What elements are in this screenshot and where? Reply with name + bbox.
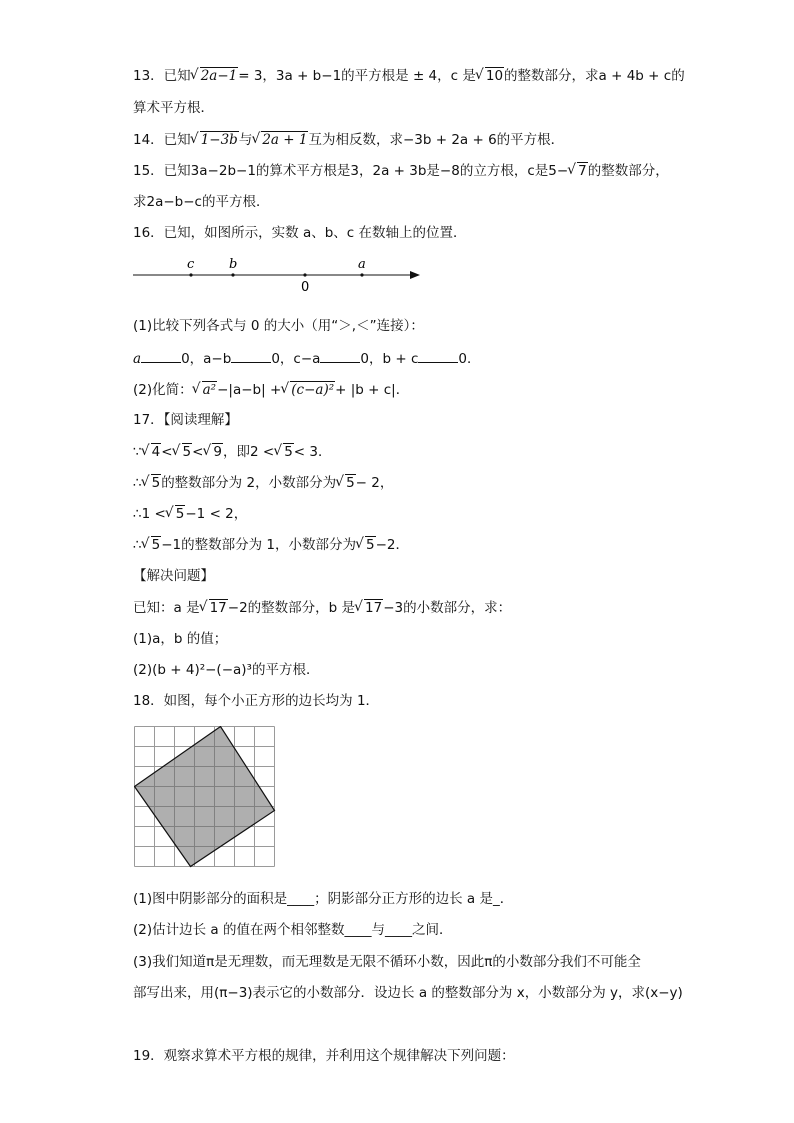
q17-solve-heading: 【解决问题】	[133, 568, 214, 584]
sqrt-5	[174, 443, 193, 461]
sub2-radicand-1: a²	[202, 382, 217, 398]
blank-1[interactable]	[141, 349, 181, 363]
q17-l2-r1: 5	[151, 475, 161, 491]
blank-4[interactable]	[418, 349, 458, 363]
q18-sub3-line2: 部写出来，用(π−3)表示它的小数部分．设边长 a 的整数部分为 x，小数部分为 y，求(x−y)	[133, 985, 683, 1001]
q18-sub1: (1)图中阴影部分的面积是____；阴影部分正方形的边长 a 是_．	[133, 891, 514, 907]
sqrt-a-squared	[194, 381, 217, 399]
cmp-item-c-a: 0，c−a	[271, 351, 321, 367]
q16-stem: 16．已知，如图所示，实数 a、b、c 在数轴上的位置．	[133, 225, 467, 241]
sqrt-5	[337, 474, 356, 492]
sqrt-7	[569, 162, 588, 180]
q13-text-b: = 3，3a + b−1的平方根是 ± 4，c 是	[238, 68, 476, 84]
q17-l2-a: ∴	[133, 475, 142, 491]
q18-stem: 18．如图，每个小正方形的边长均为 1．	[133, 693, 380, 709]
q17-l1-r1: 4	[151, 444, 161, 460]
sqrt-5	[167, 505, 186, 523]
q17-l4-r2: 5	[365, 537, 375, 553]
q17-l4-c: −2．	[375, 537, 409, 553]
q17-l5-r2: 17	[365, 600, 383, 616]
sqrt-5	[143, 536, 162, 554]
cmp-item-a-b: 0，a−b	[181, 351, 232, 367]
q17-l1-r4: 5	[284, 444, 293, 460]
q13-text-a: 13．已知	[133, 68, 191, 84]
point-zero-dot	[303, 273, 306, 276]
q17-sub2: (2)(b + 4)²−(−a)³的平方根．	[133, 662, 320, 678]
q17-l1-d: ，即2 <	[223, 444, 275, 460]
q17-line5	[133, 599, 511, 617]
q16-sub2	[133, 381, 409, 399]
cmp-item-end: 0．	[458, 351, 481, 367]
q15-text-a: 15．已知3a−2b−1的算术平方根是3，2a + 3b是−8的立方根，c是5−	[133, 163, 569, 179]
q17-sub1: (1)a，b 的值；	[133, 631, 228, 647]
sqrt-4	[143, 443, 162, 461]
label-a: a	[358, 257, 366, 272]
q18-sub3-line1: (3)我们知道π是无理数，而无理数是无限不循环小数，因此π的小数部分我们不可能全	[133, 954, 641, 970]
q17-l1-e: < 3．	[293, 444, 332, 460]
q14-radicand-2: 2a + 1	[262, 132, 308, 148]
q19-stem: 19．观察求算术平方根的规律，并利用这个规律解决下列问题：	[133, 1048, 515, 1064]
point-b-dot	[231, 273, 234, 276]
q13-radicand-2: 10	[485, 68, 504, 84]
sqrt-9	[204, 443, 223, 461]
sub2-text-c: + |b + c|．	[335, 382, 410, 398]
number-line-figure	[128, 254, 428, 298]
q15-text-b: 的整数部分，	[587, 163, 669, 179]
sqrt-c-a-squared	[282, 381, 335, 399]
q13-text-c: 的整数部分，求a + 4b + c的	[504, 68, 685, 84]
q17-title: 17．【阅读理解】	[133, 412, 238, 428]
sqrt-5	[357, 536, 376, 554]
cmp-item-a: a	[133, 351, 142, 367]
label-b: b	[229, 257, 238, 272]
q17-l4-a: ∴	[133, 537, 142, 553]
sqrt-10	[477, 67, 504, 85]
q17-l1-r2: 5	[182, 444, 192, 460]
sqrt-2a-1	[192, 67, 239, 85]
q17-line3	[133, 505, 247, 523]
q17-l2-r2: 5	[346, 475, 355, 491]
q17-l5-b: −2的整数部分，b 是	[227, 600, 356, 616]
q17-l5-a: 已知：a 是	[133, 600, 200, 616]
q17-l3-r1: 5	[175, 506, 185, 522]
q17-l4-r1: 5	[151, 537, 161, 553]
q17-l3-a: ∴1 <	[133, 506, 166, 522]
q14-radicand-1: 1−3b	[200, 132, 238, 148]
q17-l3-b: −1 < 2，	[185, 506, 248, 522]
sqrt-2a+1	[253, 131, 308, 149]
sqrt-5	[143, 474, 162, 492]
q17-l5-c: −3的小数部分，求：	[383, 600, 512, 616]
shaded-square	[135, 727, 275, 867]
q14-line	[133, 131, 564, 149]
q14-text-c: 互为相反数，求−3b + 2a + 6的平方根．	[308, 132, 565, 148]
q17-line2	[133, 474, 393, 492]
q14-text-b: 与	[238, 132, 253, 148]
q13-radicand-1: 2a−1	[200, 68, 238, 84]
sqrt-1-3b	[192, 131, 239, 149]
sqrt-5	[275, 443, 294, 461]
grid-figure	[134, 726, 276, 868]
point-c-dot	[189, 273, 192, 276]
q17-l1-a: ∵	[133, 444, 142, 460]
point-a-dot	[360, 273, 363, 276]
q13-line2: 算术平方根．	[133, 100, 214, 116]
sqrt-17	[201, 599, 228, 617]
q16-sub1: (1)比较下列各式与 0 的大小（用“＞,＜”连接）：	[133, 318, 424, 334]
blank-3[interactable]	[320, 349, 360, 363]
q17-l2-c: − 2，	[355, 475, 394, 491]
q17-line1	[133, 443, 332, 461]
q17-l1-c: <	[192, 444, 204, 460]
q15-line1	[133, 162, 669, 180]
q17-l4-b: −1的整数部分为 1，小数部分为	[161, 537, 356, 553]
q17-l5-r1: 17	[209, 600, 227, 616]
label-zero: 0	[301, 280, 310, 295]
arrow-head-icon	[410, 271, 420, 279]
q17-l1-b: <	[161, 444, 173, 460]
cmp-item-b+c: 0，b + c	[360, 351, 419, 367]
q15-radicand: 7	[578, 163, 587, 179]
q17-l1-r3: 9	[213, 444, 222, 460]
q18-sub2: (2)估计边长 a 的值在两个相邻整数____与____之间．	[133, 922, 453, 938]
q17-line4	[133, 536, 409, 554]
sub2-radicand-2: (c−a)²	[291, 382, 335, 398]
blank-2[interactable]	[231, 349, 271, 363]
sqrt-17	[356, 599, 383, 617]
q14-text-a: 14．已知	[133, 132, 191, 148]
sub2-text-a: (2)化简：	[133, 382, 193, 398]
label-c: c	[187, 257, 195, 272]
q17-l2-b: 的整数部分为 2，小数部分为	[161, 475, 337, 491]
q16-compare-line	[133, 349, 481, 368]
q15-line2: 求2a−b−c的平方根．	[133, 194, 270, 210]
q13-line1	[133, 67, 685, 85]
sub2-text-b: −|a−b| +	[217, 382, 282, 398]
